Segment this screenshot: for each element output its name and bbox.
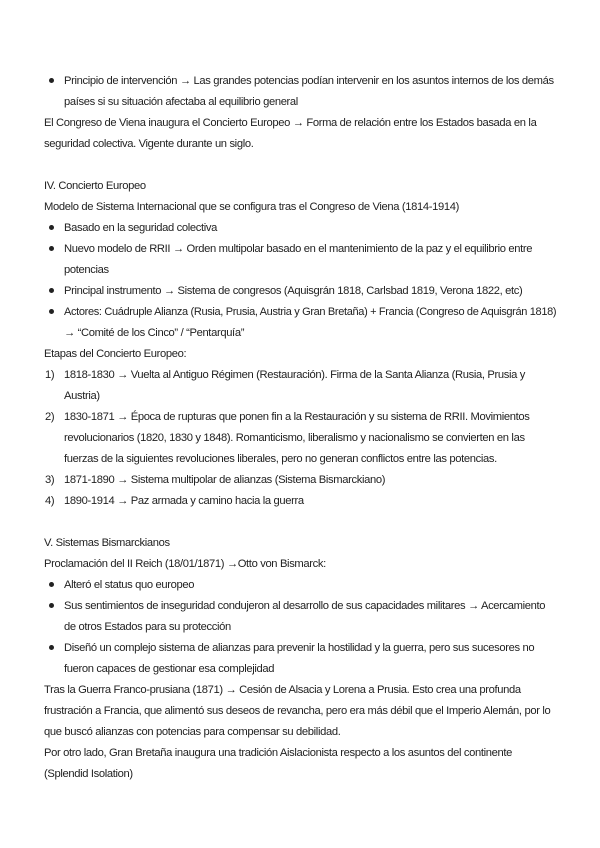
bullet-dot [49,309,54,314]
paragraph-1-line-2: frustración a Francia, que alimentó sus deseos de revancha, pero era más débil que el Imperio Alemán, por lo [44,705,551,717]
stage-number: 3) [45,474,55,486]
paragraph-2-line-1: Por otro lado, Gran Bretaña inaugura una tradición Aislacionista respecto a los asuntos del continente [44,747,513,759]
bullet-dot [49,246,54,251]
v-bullet-3-line-1: Diseñó un complejo sistema de alianzas para prevenir la hostilidad y la guerra, pero sus sucesores no [64,642,535,654]
intro-bullet-line-2: países si su situación afectaba al equilibrio general [64,96,298,108]
v-bullet-3-line-2: fueron capaces de gestionar esa complejidad [64,663,275,675]
iv-bullet-4-line-2: → “Comité de los Cinco” / “Pentarquía” [64,327,245,339]
iv-bullet-2-line-1: Nuevo modelo de RRII → Orden multipolar basado en el mantenimiento de la paz y el equilibrio entre [64,243,533,255]
v-bullet-1: Alteró el status quo europeo [64,579,195,591]
section-iv-heading: IV. Concierto Europeo [44,180,146,192]
section-iv-intro: Modelo de Sistema Internacional que se configura tras el Congreso de Viena (1814-1914) [44,201,459,213]
stage-1-line-2: Austria) [64,390,100,402]
v-bullet-2-line-1: Sus sentimientos de inseguridad condujeron al desarrollo de sus capacidades militares → Acercamiento [64,600,546,612]
stage-2-line-1: 1830-1871 → Época de rupturas que ponen fin a la Restauración y su sistema de RRII. Movimientos [64,411,530,423]
bullet-dot [49,78,54,83]
paragraph-1-line-1: Tras la Guerra Franco-prusiana (1871) → Cesión de Alsacia y Lorena a Prusia. Esto crea una profunda [44,684,521,696]
paragraph-1-line-3: que buscó alianzas con potencias para compensar su debilidad. [44,726,341,738]
congreso-line-1: El Congreso de Viena inaugura el Concierto Europeo → Forma de relación entre los Estados basada en la [44,117,537,129]
stage-2-line-3: fuerzas de la siguientes revoluciones liberales, pero no generan conflictos entre las potencias. [64,453,497,465]
bullet-dot [49,225,54,230]
intro-bullet-line-1: Principio de intervención → Las grandes potencias podían intervenir en los asuntos internos de los demás [64,75,554,87]
bullet-dot [49,288,54,293]
stage-3-line-1: 1871-1890 → Sistema multipolar de alianzas (Sistema Bismarckiano) [64,474,386,486]
stage-4-line-1: 1890-1914 → Paz armada y camino hacia la guerra [64,495,304,507]
bullet-dot [49,645,54,650]
v-bullet-2-line-2: de otros Estados para su protección [64,621,231,633]
stage-number: 2) [45,411,55,423]
bullet-dot [49,603,54,608]
section-v-heading: V. Sistemas Bismarckianos [44,537,170,549]
iv-bullet-2-line-2: potencias [64,264,109,276]
section-v-intro: Proclamación del II Reich (18/01/1871) →Otto von Bismarck: [44,558,326,570]
stage-2-line-2: revolucionarios (1820, 1830 y 1848). Romanticismo, liberalismo y nacionalismo se convierten en las [64,432,525,444]
paragraph-2-line-2: (Splendid Isolation) [44,768,133,780]
stage-number: 1) [45,369,55,381]
iv-bullet-3: Principal instrumento → Sistema de congresos (Aquisgrán 1818, Carlsbad 1819, Verona 1822, etc) [64,285,523,297]
iv-bullet-4-line-1: Actores: Cuádruple Alianza (Rusia, Prusia, Austria y Gran Bretaña) + Francia (Congreso de Aquisgrán 1818) [64,306,557,318]
iv-bullet-1: Basado en la seguridad colectiva [64,222,217,234]
stages-title: Etapas del Concierto Europeo: [44,348,187,360]
bullet-dot [49,582,54,587]
stage-1-line-1: 1818-1830 → Vuelta al Antiguo Régimen (Restauración). Firma de la Santa Alianza (Rusia, Prusia y [64,369,525,381]
congreso-line-2: seguridad colectiva. Vigente durante un siglo. [44,138,254,150]
stage-number: 4) [45,495,55,507]
